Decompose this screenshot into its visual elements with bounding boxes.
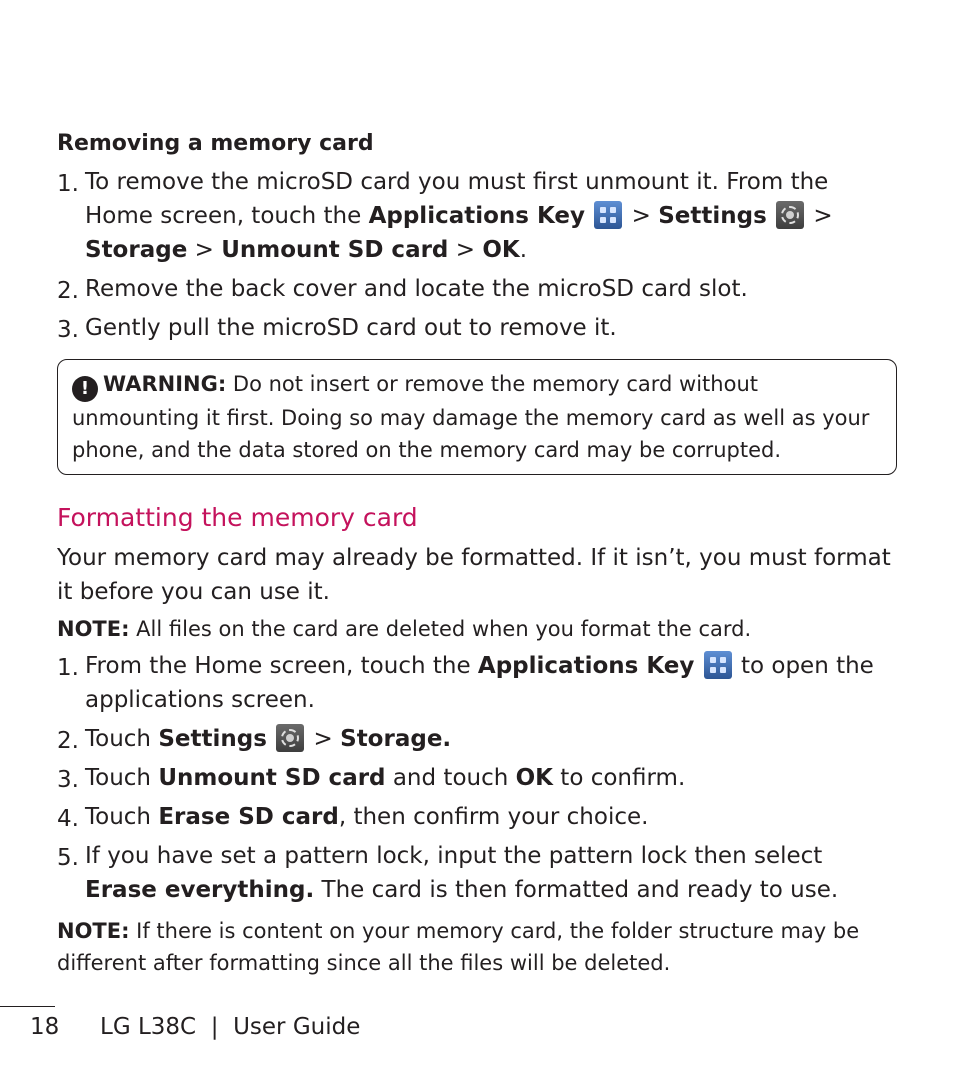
separator: > [624, 203, 659, 229]
intro-paragraph: Your memory card may already be formatted. If it isn’t, you must format it before you can use it. [57, 545, 891, 605]
removing-steps [57, 165, 897, 345]
applications-key-label: Applications Key [368, 203, 585, 229]
erase-everything-label: Erase everything. [85, 877, 315, 903]
footer-rule [0, 1006, 55, 1007]
warning-label: WARNING: [103, 372, 227, 396]
list-item [57, 272, 897, 306]
separator: > [448, 237, 483, 263]
note-label: NOTE: [57, 617, 130, 641]
step-number: 3. [57, 767, 79, 793]
note [57, 613, 897, 645]
step-text: If you have set a pattern lock, input the pattern lock then select [85, 843, 823, 869]
list-item [57, 722, 897, 756]
warning-text: Do not insert or remove the memory card without unmounting it first. Doing so may damage the memory card as well as your phone, and the data stored on the memory card may be corrupted. [72, 372, 870, 462]
step-text: to open the applications screen. [85, 653, 874, 713]
separator: > [306, 726, 341, 752]
storage-label: Storage [85, 237, 188, 263]
step-text: , then confirm your choice. [338, 804, 649, 830]
warning-box [57, 359, 897, 475]
list-item [57, 761, 897, 795]
step-text: Gently pull the microSD card out to remove it. [85, 315, 617, 341]
unmount-sd-card-label: Unmount SD card [158, 765, 386, 791]
step-number: 5. [57, 845, 79, 871]
step-number: 1. [57, 171, 79, 197]
section-heading-removing: Removing a memory card [57, 131, 374, 156]
step-text: From the Home screen, touch the [85, 653, 478, 679]
separator: > [187, 237, 222, 263]
note-text: If there is content on your memory card, the folder structure may be different after formatting since all the files will be deleted. [57, 919, 860, 975]
unmount-sd-card-label: Unmount SD card [221, 237, 449, 263]
step-text: Touch [85, 804, 159, 830]
list-item [57, 649, 897, 717]
storage-label: Storage. [340, 726, 452, 752]
formatting-steps [57, 649, 897, 907]
step-number: 2. [57, 278, 79, 304]
note-text: All files on the card are deleted when you format the card. [129, 617, 752, 641]
settings-label: Settings [158, 726, 267, 752]
settings-icon [276, 724, 304, 752]
period: . [519, 237, 527, 263]
erase-sd-card-label: Erase SD card [158, 804, 339, 830]
ok-label: OK [515, 765, 553, 791]
step-text: and touch [385, 765, 516, 791]
page-number: 18 [30, 1014, 60, 1040]
applications-key-icon [704, 651, 732, 679]
settings-label: Settings [658, 203, 767, 229]
list-item [57, 839, 897, 907]
applications-key-icon [594, 201, 622, 229]
applications-key-label: Applications Key [477, 653, 695, 679]
list-item [57, 800, 897, 834]
list-item [57, 311, 897, 345]
note-label: NOTE: [57, 919, 130, 943]
page-content [57, 127, 897, 983]
list-item [57, 165, 897, 267]
step-number: 1. [57, 655, 79, 681]
step-text: To remove the microSD card you must first unmount it. From the Home screen, touch the [85, 169, 829, 229]
settings-icon [776, 201, 804, 229]
separator: > [806, 203, 833, 229]
warning-icon: ! [72, 376, 98, 402]
note [57, 915, 897, 979]
step-text: The card is then formatted and ready to use. [314, 877, 839, 903]
step-text: Touch [85, 726, 159, 752]
step-text: Remove the back cover and locate the microSD card slot. [85, 276, 748, 302]
section-title-formatting: Formatting the memory card [57, 503, 418, 532]
step-number: 2. [57, 728, 79, 754]
step-text: to confirm. [553, 765, 686, 791]
ok-label: OK [482, 237, 520, 263]
step-text: Touch [85, 765, 159, 791]
footer-title: LG L38C | User Guide [100, 1014, 361, 1040]
step-number: 3. [57, 317, 79, 343]
step-number: 4. [57, 806, 79, 832]
